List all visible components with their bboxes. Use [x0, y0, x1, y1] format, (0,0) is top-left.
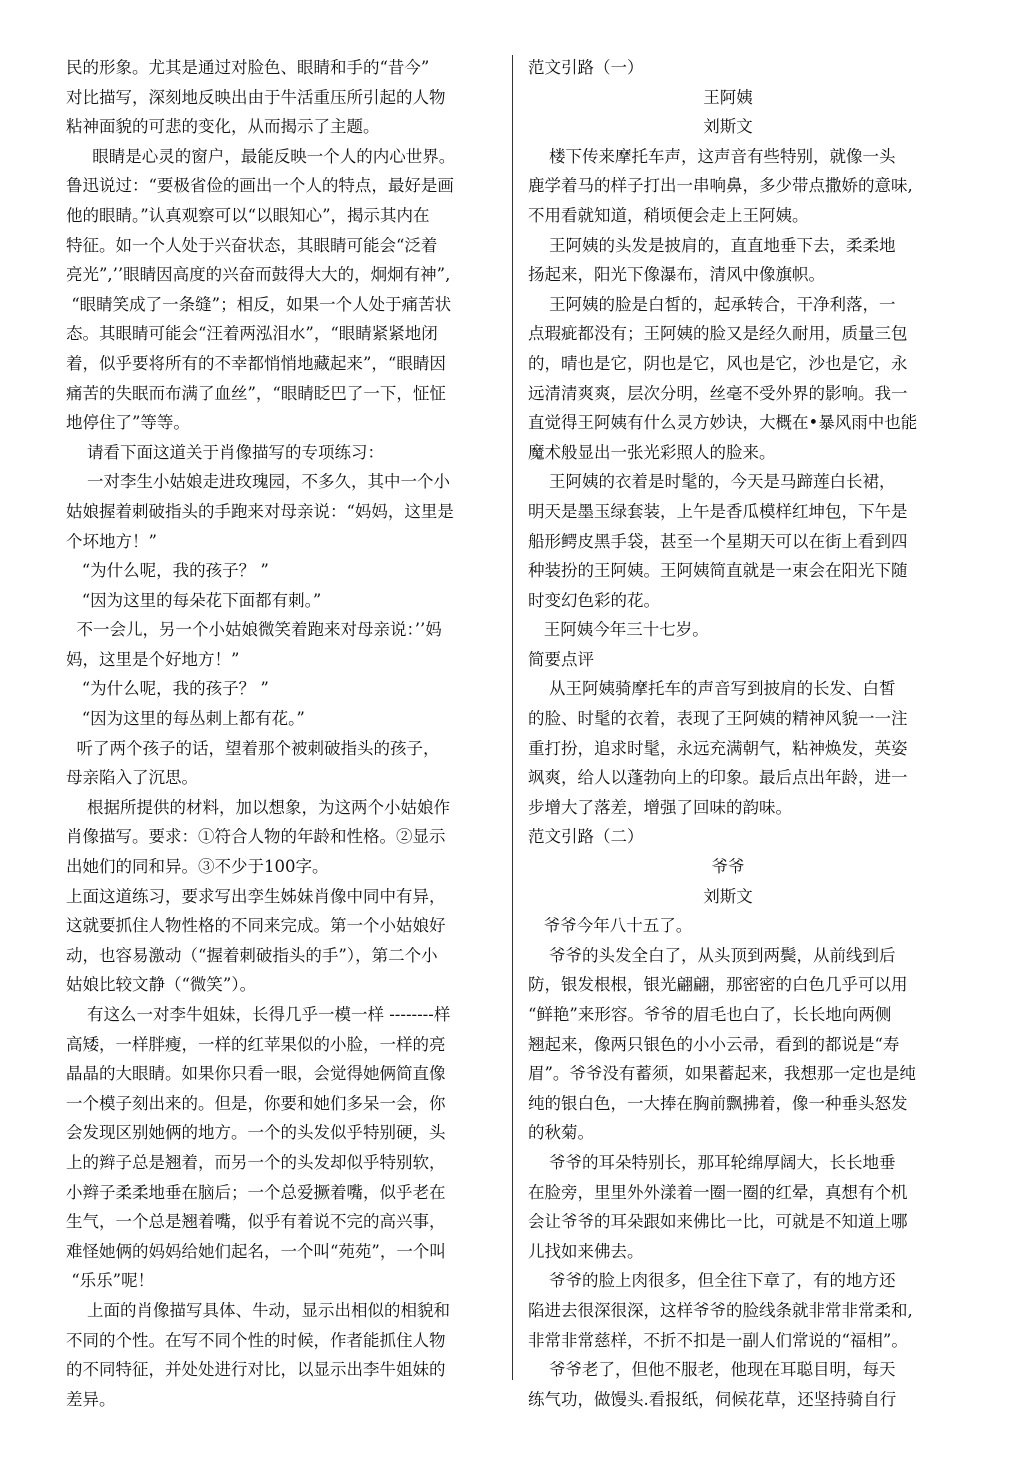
text-line: 爷爷的耳朵特别长，那耳轮绵厚阔大，长长地垂: [528, 1152, 896, 1172]
text-line: 晶晶的大眼睛。如果你只看一眼，会觉得她俩简直像: [66, 1064, 446, 1084]
text-line: 上的辫子总是翘着，而另一个的头发却似乎特别软，: [66, 1152, 446, 1172]
text-line: 痛苦的失眠而布满了血丝”，“眼睛眨巴了一下，怔怔: [66, 383, 446, 403]
text-line: 练气功，做馒头.看报纸，伺候花草，还坚持骑自行: [528, 1389, 897, 1409]
text-line: 一个模子刻出来的。但是，你要和她们多呆一会，你: [66, 1093, 446, 1113]
text-line: 陷进去很深很深，这样爷爷的脸线条就非常非常柔和,: [528, 1300, 913, 1320]
text-line: 差异。: [66, 1389, 116, 1409]
text-line: 的不同特征，并处处进行对比，以显示出李牛姐妹的: [66, 1360, 446, 1380]
text-line: 根据所提供的材料，加以想象，为这两个小姑娘作: [66, 797, 450, 817]
text-line: 听了两个孩子的话，望着那个被刺破指头的孩子，: [66, 738, 440, 758]
text-line: 范文引路（二）: [528, 827, 644, 847]
text-line: 刘斯文: [703, 117, 753, 137]
text-line: 地停住了”等等。: [66, 413, 190, 433]
text-line: 眉”。爷爷没有蓄须，如果蓄起来，我想那一定也是纯: [528, 1064, 916, 1084]
text-line: 纯的银白色，一大捧在胸前飘拂着，像一种垂头怒发: [528, 1093, 908, 1113]
text-line: 眼睛是心灵的窗户，最能反映一个人的内心世界。: [66, 146, 456, 166]
text-line: 生气，一个总是翘着嘴，似乎有着说不完的高兴事，: [66, 1212, 446, 1232]
text-line: 动，也容易激动（“握着刺破指头的手”），第二个小: [66, 945, 438, 965]
text-line: 个坏地方！”: [66, 531, 157, 551]
text-line: 有这么一对李牛姐妹，长得几乎一模一样 --------样: [66, 1005, 451, 1024]
text-line: 民的形象。尤其是通过对脸色、眼睛和手的“昔今”: [66, 58, 430, 77]
text-line: 刘斯文: [703, 886, 753, 906]
text-line: 在脸旁，里里外外漾着一圈一圈的红晕，真想有个机: [528, 1182, 908, 1202]
text-line: 姑娘握着刺破指头的手跑来对母亲说：“妈妈，这里是: [66, 501, 454, 521]
text-line: 对比描写，深刻地反映出由于牛活重压所引起的人物: [66, 87, 446, 107]
text-line: 难怪她俩的妈妈给她们起名，一个叫“苑苑”，一个叫: [66, 1241, 446, 1261]
text-line: 步增大了落差，增强了回味的韵味。: [528, 797, 792, 817]
text-line: 防，银发根根，银光翩翩，那密密的白色几乎可以用: [528, 975, 908, 995]
text-line: 这就要抓住人物性格的不同来完成。第一个小姑娘好: [66, 916, 446, 936]
text-line: 简要点评: [528, 649, 594, 669]
text-line: 范文引路（一）: [528, 58, 644, 77]
text-line: 亮光”,’’眼睛因高度的兴奋而鼓得大大的，炯炯有神”,: [66, 265, 451, 285]
text-line: 肖像描写。要求：①符合人物的年龄和性格。②显示: [66, 827, 446, 847]
text-line: 母亲陷入了沉思。: [66, 768, 198, 788]
text-line: 飒爽，给人以蓬勃向上的印象。最后点出年龄，进一: [528, 768, 908, 788]
text-line: 船形鳄皮黑手袋，甚至一个星期天可以在街上看到四: [528, 531, 908, 551]
text-line: 非常非常慈样，不折不扣是一副人们常说的“福相”。: [528, 1330, 908, 1350]
text-line: 高矮，一样胖瘦，一样的红苹果似的小脸，一样的亮: [66, 1034, 446, 1054]
text-line: 王阿姨今年三十七岁。: [528, 620, 709, 640]
text-line: 种装扮的王阿姨。王阿姨简直就是一束会在阳光下随: [528, 561, 908, 581]
text-line: 翘起来，像两只银色的小小云帚，看到的都说是“寿: [528, 1034, 900, 1054]
text-line: 会发现区别她俩的地方。一个的头发似乎特别硬，头: [66, 1123, 446, 1143]
text-line: “为什么呢，我的孩子？ ”: [66, 679, 269, 699]
text-line: 直觉得王阿姨有什么灵方妙诀，大概在•暴风雨中也能: [528, 413, 918, 433]
text-line: 特征。如一个人处于兴奋状态，其眼睛可能会“泛着: [66, 235, 438, 255]
text-line: 爷爷: [711, 857, 745, 877]
text-line: 的脸、时髦的衣着，表现了王阿姨的精神风貌一一注: [528, 709, 908, 729]
text-line: 儿找如来佛去。: [528, 1241, 644, 1261]
text-line: 一对李生小姑娘走进玫瑰园，不多久，其中一个小: [66, 472, 450, 492]
text-line: 着，似乎要将所有的不幸都悄悄地藏起来”，“眼睛因: [66, 353, 446, 373]
text-line: 王阿姨: [703, 87, 753, 107]
text-line: “因为这里的每朵花下面都有刺。”: [66, 590, 322, 610]
text-line: 请看下面这道关于肖像描写的专项练习：: [66, 442, 384, 462]
text-line: 魔术般显出一张光彩照人的脸来。: [528, 442, 776, 462]
text-line: 姑娘比较文静（“微笑”）。: [66, 975, 257, 995]
text-line: 出她们的同和异。③不少于100字。: [66, 857, 329, 877]
text-line: 不同的个性。在写不同个性的时候，作者能抓住人物: [66, 1330, 446, 1350]
text-line: 爷爷老了，但他不服老，他现在耳聪目明，每天: [528, 1360, 896, 1380]
text-line: 爷爷的脸上肉很多，但全往下章了，有的地方还: [528, 1271, 896, 1291]
text-line: 扬起来，阳光下像瀑布，清风中像旗帜。: [528, 265, 825, 285]
text-line: 从王阿姨骑摩托车的声音写到披肩的长发、白皙: [528, 679, 896, 699]
text-line: 鹿学着马的样子打出一串响鼻，多少带点撒娇的意味,: [528, 176, 913, 196]
text-line: “鲜艳”来形容。爷爷的眉毛也白了，长长地向两侧: [528, 1005, 892, 1024]
text-line: 的，晴也是它，阴也是它，风也是它，沙也是它，永: [528, 353, 908, 373]
column-divider: [512, 55, 513, 1380]
text-line: “因为这里的每丛刺上都有花。”: [66, 709, 305, 729]
text-line: 态。其眼睛可能会“汪着两泓泪水”，“眼睛紧紧地闭: [66, 324, 438, 344]
text-line: 点瑕疵都没有；王阿姨的脸又是经久耐用，质量三包: [528, 324, 908, 344]
text-line: 上面这道练习，要求写出孪生姊妹肖像中同中有异，: [66, 886, 446, 906]
text-line: 妈，这里是个好地方！”: [66, 649, 240, 669]
text-line: 楼下传来摩托车声，这声音有些特别，就像一头: [528, 146, 896, 166]
text-line: 小辫子柔柔地垂在脑后；一个总爱撅着嘴，似乎老在: [66, 1182, 446, 1202]
text-line: 重打扮，追求时髦，永远充满朝气，粘神焕发，英姿: [528, 738, 908, 758]
text-line: 明天是墨玉绿套装，上午是香瓜模样红坤包，下午是: [528, 501, 908, 521]
text-line: 远清清爽爽，层次分明，丝毫不受外界的影响。我一: [528, 383, 908, 403]
text-line: 不用看就知道，稍顷便会走上王阿姨。: [528, 205, 809, 225]
text-line: 会让爷爷的耳朵跟如来佛比一比，可就是不知道上哪: [528, 1212, 908, 1232]
text-line: 他的眼睛。”认真观察可以“以眼知心”，揭示其内在: [66, 205, 430, 225]
text-line: 鲁迅说过：“要极省俭的画出一个人的特点，最好是画: [66, 176, 454, 196]
right-text-column: [528, 53, 928, 1414]
text-line: “眼睛笑成了一条缝”；相反，如果一个人处于痛苦状: [66, 294, 452, 314]
text-line: “乐乐”呢！: [66, 1271, 155, 1291]
left-text-column: [66, 53, 486, 1414]
text-line: 上面的肖像描写具体、牛动，显示出相似的相貌和: [66, 1300, 450, 1320]
text-line: 不一会儿，另一个小姑娘微笑着跑来对母亲说：’’妈: [66, 620, 442, 640]
text-line: 王阿姨的衣着是时髦的，今天是马蹄莲白长裙，: [528, 472, 896, 492]
text-line: 的秋菊。: [528, 1123, 594, 1143]
text-line: 爷爷的头发全白了，从头顶到两鬓，从前线到后: [528, 945, 896, 965]
text-line: 王阿姨的脸是白皙的，起承转合，干净利落，一: [528, 294, 896, 314]
text-line: 王阿姨的头发是披肩的，直直地垂下去，柔柔地: [528, 235, 896, 255]
text-line: 粘神面貌的可悲的变化，从而揭示了主题。: [66, 117, 380, 137]
text-line: “为什么呢，我的孩子？ ”: [66, 561, 269, 581]
text-line: 爷爷今年八十五了。: [528, 916, 693, 936]
text-line: 时变幻色彩的花。: [528, 590, 660, 610]
